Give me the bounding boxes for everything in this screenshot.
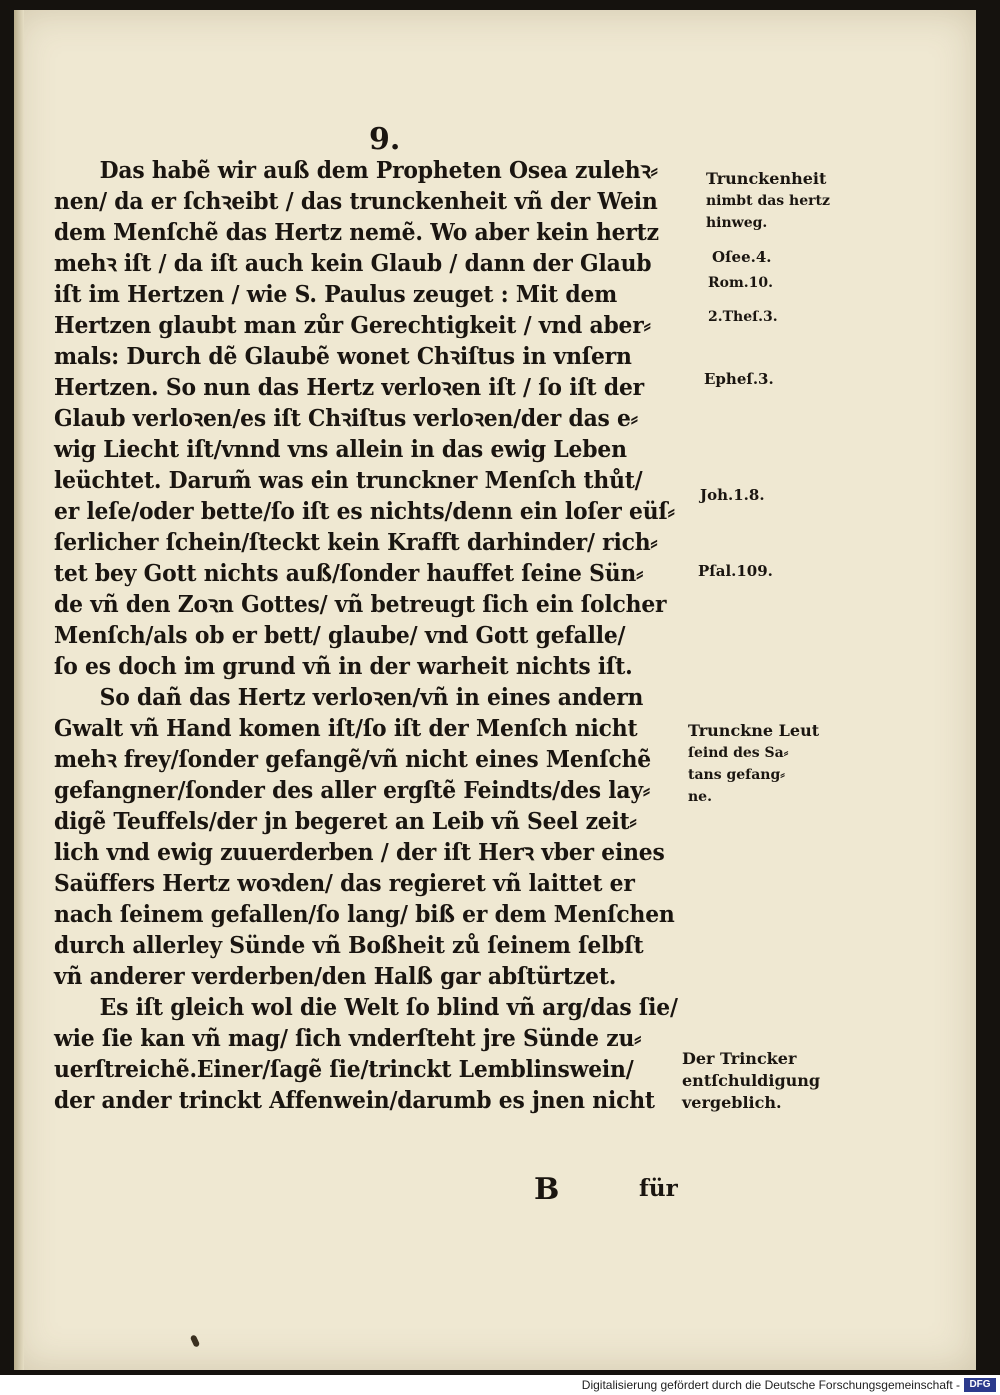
margin-note-thes (708, 306, 778, 328)
margin-note-line: ſeind des Sa⸗ (688, 745, 789, 761)
margin-note-line: tans gefang⸗ (688, 767, 785, 783)
margin-note-line: ne. (688, 789, 712, 805)
text-line: iſt im Hertzen / wie S. Paulus zeuget : Mit dem (54, 281, 618, 308)
text-line: dem Menſchẽ das Hertz nemẽ. Wo aber kein hertz (54, 219, 659, 246)
text-line: tet bey Gott nichts auß/ſonder hauffet ſeine Sün⸗ (54, 560, 644, 587)
text-line: Hertzen. So nun das Hertz verloꝛen iſt / ſo iſt der (54, 374, 645, 401)
margin-note-line: entſchuldigung (682, 1071, 821, 1090)
text-line: Hertzen glaubt man zůr Gerechtigkeit / vnd aber⸗ (54, 312, 651, 339)
text-line: wig Liecht iſt/vnnd vns allein in das ewig Leben (54, 436, 627, 463)
text-line: durch allerley Sünde vñ Boßheit zů ſeinem ſelbſt (54, 932, 644, 959)
margin-note-trunckne-leut (688, 720, 819, 808)
text-line: vñ anderer verderben/den Halß gar abſtürtzet. (54, 963, 617, 990)
margin-note-ephes (704, 368, 774, 390)
page-edge-shadow (14, 10, 24, 1370)
margin-note-line: Epheſ.3. (704, 370, 774, 388)
text-line: leüchtet. Darum̃ was ein trunckner Menſch thůt/ (54, 467, 643, 494)
book-page (14, 10, 976, 1370)
margin-note-line: Trunckne Leut (688, 721, 820, 740)
text-line: Das habẽ wir auß dem Propheten Osea zulehꝛ⸗ (99, 157, 658, 184)
text-line: gefangner/ſonder des aller ergſtẽ Feindts/des lay⸗ (54, 777, 650, 804)
margin-note-osee (712, 246, 772, 268)
margin-note-trunckenheit (706, 168, 830, 234)
text-line: der ander trinckt Affenwein/darumb es jnen nicht (54, 1087, 655, 1114)
main-text-block (54, 155, 714, 1116)
margin-note-rom (708, 272, 773, 294)
text-line: mals: Durch dẽ Glaubẽ wonet Chꝛiſtus in vnſern (54, 343, 632, 370)
text-line: Menſch/als ob er bett/ glaube/ vnd Gott gefalle/ (54, 622, 626, 649)
text-line: de vñ den Zoꝛn Gottes/ vñ betreugt ſich ein ſolcher (54, 591, 667, 618)
signature-mark: B (534, 1172, 560, 1207)
margin-note-line: Rom.10. (708, 275, 774, 291)
margin-note-line: Pſal.109. (698, 562, 773, 580)
margin-note-line: vergeblich. (682, 1093, 782, 1112)
margin-note-trincker (682, 1048, 820, 1114)
text-line: Gwalt vñ Hand komen iſt/ſo iſt der Menſch nicht (54, 715, 638, 742)
text-line: mehꝛ frey/ſonder gefangẽ/vñ nicht eines Menſchẽ (54, 746, 652, 773)
margin-note-joh (700, 484, 765, 506)
margin-note-line: Trunckenheit (706, 169, 827, 188)
margin-note-line: Oſee.4. (712, 248, 772, 266)
dfg-logo: DFG (964, 1378, 996, 1392)
footer-bar (0, 1375, 1000, 1395)
text-line: So dañ das Hertz verloꝛen/vñ in eines andern (99, 684, 644, 711)
margin-note-line: Joh.1.8. (700, 486, 765, 504)
text-line: nen/ da er ſchꝛeibt / das trunckenheit vñ der Wein (54, 188, 658, 215)
funding-credit: Digitalisierung gefördert durch die Deutsche Forschungsgemeinschaft - (581, 1378, 960, 1392)
margin-note-line: nimbt das hertz (706, 193, 830, 209)
margin-note-line: Der Trincker (682, 1049, 797, 1068)
text-line: uerſtreichẽ.Einer/ſagẽ ſie/trinckt Lemblinswein/ (54, 1056, 634, 1083)
catchword: für (639, 1175, 678, 1202)
text-line: er leſe/oder bette/ſo iſt es nichts/denn ein loſer eüſ⸗ (54, 498, 675, 525)
text-line: ſerlicher ſchein/ſteckt kein Krafft darhinder/ rich⸗ (54, 529, 658, 556)
text-line: Glaub verloꝛen/es iſt Chꝛiſtus verloꝛen/der das e⸗ (54, 405, 638, 432)
text-line: lich vnd ewig zuuerderben / der iſt Herꝛ vber eines (54, 839, 665, 866)
text-line: ſo es doch im grund vñ in der warheit nichts iſt. (54, 653, 633, 680)
ink-speck (190, 1334, 201, 1347)
text-line: nach ſeinem gefallen/ſo lang/ biß er dem Menſchen (54, 901, 675, 928)
margin-note-psal (698, 560, 773, 582)
page-folio-number: 9. (369, 122, 401, 157)
text-line: mehꝛ iſt / da iſt auch kein Glaub / dann der Glaub (54, 250, 652, 277)
text-line: Es iſt gleich wol die Welt ſo blind vñ arg/das ſie/ (99, 994, 678, 1021)
margin-note-line: 2.Theſ.3. (708, 309, 778, 325)
text-line: digẽ Teuffels/der jn begeret an Leib vñ Seel zeit⸗ (54, 808, 637, 835)
text-line: wie ſie kan vñ mag/ ſich vnderſteht jre Sünde zu⸗ (54, 1025, 642, 1052)
margin-note-line: hinweg. (706, 215, 768, 231)
text-line: Saüffers Hertz woꝛden/ das regieret vñ laittet er (54, 870, 635, 897)
